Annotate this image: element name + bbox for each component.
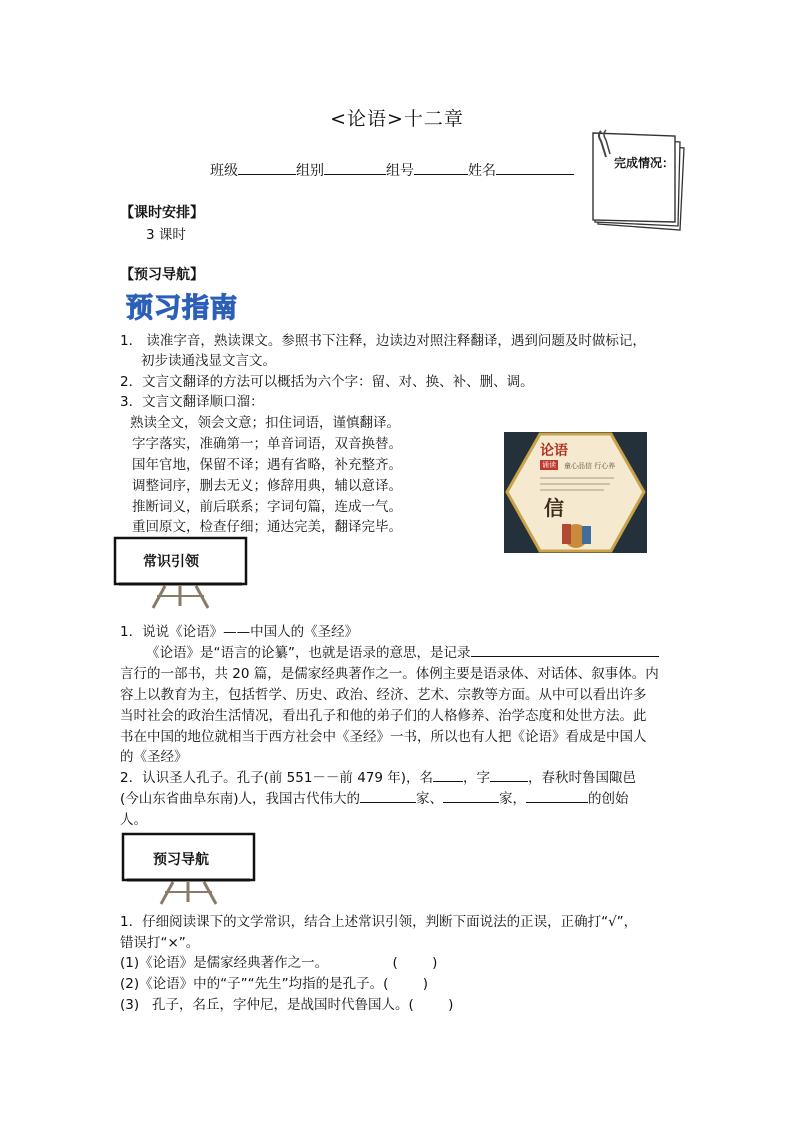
completion-note [588,128,693,233]
knowledge-line: 当时社会的政治生活情况，看出孔子和他的弟子们的人格修养、治学态度和处世方法。此 [120,708,647,724]
group-field[interactable] [324,160,386,175]
name-field[interactable] [496,160,574,175]
answer-blank[interactable] [443,789,499,803]
preview-item-3: 3．文言文翻译顺口溜： [120,394,264,410]
guide-question[interactable]: (3) 孔子，名丘，字仲尼，是战国时代鲁国人。( ) [120,997,454,1013]
number-field[interactable] [414,160,468,175]
easel-board-icon [121,832,256,906]
preview-item-1-cont: 初步读通浅显文言文。 [141,353,276,369]
answer-blank[interactable] [433,768,463,782]
book-subtitle: 童心品信 行心养 [564,462,616,470]
class-label: 班级 [210,163,238,179]
knowledge-line: 的《圣经》 [120,749,188,765]
knowledge-item-2-end: 人。 [120,812,147,828]
schedule-heading: 【课时安排】 [120,205,204,221]
verse-line: 重回原文，检查仔细；通达完美，翻译完毕。 [132,519,402,535]
easel-board-icon [113,536,248,610]
schedule-value: 3 课时 [146,227,186,243]
knowledge-item-1-title: 1．说说《论语》——中国人的《圣经》 [120,624,359,640]
knowledge-line: 言行的一部书，共 20 篇，是儒家经典著作之一。体例主要是语录体、对话体、叙事体。内 [120,666,659,682]
preview-item-1: 1． 读准字音，熟读课文。参照书下注释，边读边对照注释翻译，遇到问题及时做标记， [120,333,646,349]
student-info-line [210,160,574,180]
knowledge-item-2-cont: (今山东省曲阜东南)人，我国古代伟大的 家、 家， 的创始 [120,791,629,807]
answer-blank[interactable] [526,789,588,803]
verse-line: 推断词义，前后联系；字词句篇，连成一气。 [132,499,402,515]
preview-heading: 【预习导航】 [120,267,204,283]
class-field[interactable] [238,160,296,175]
guide-intro: 1．仔细阅读课下的文学常识，结合上述常识引领，判断下面说法的正误，正确打“√”， [120,914,638,930]
guide-question[interactable]: (1)《论语》是儒家经典著作之一。 ( ) [120,955,438,971]
answer-blank[interactable] [360,789,416,803]
completion-label: 完成情况： [614,156,675,170]
group-label: 组别 [296,163,324,179]
number-label: 组号 [386,163,414,179]
knowledge-line: 《论语》是“语言的论纂”，也就是语录的意思，是记录 [146,641,659,661]
preview-item-2: 2．文言文翻译的方法可以概括为六个字：留、对、换、补、删、调。 [120,374,534,390]
book-character: 信 [544,496,564,520]
page-title: <论语>十二章 [330,108,464,130]
name-label: 姓名 [468,163,496,179]
answer-blank[interactable] [471,643,659,657]
answer-blank[interactable] [490,768,528,782]
verse-line: 熟读全文，领会文意；扣住词语，谨慎翻译。 [130,415,400,431]
book-tag: 诵读 [542,461,556,469]
verse-line: 字字落实，准确第一；单音词语，双音换替。 [132,436,402,452]
knowledge-board-label: 常识引领 [143,554,199,570]
guide-question[interactable]: (2)《论语》中的“子”“先生”均指的是孔子。( ) [120,976,428,992]
guide-board [121,832,256,906]
knowledge-item-2: 2．认识圣人孔子。孔子(前 551－－前 479 年)，名 ，字 ，春秋时鲁国陬邑 [120,770,637,786]
book-title: 论语 [540,443,568,459]
lunyu-book-image [504,432,647,553]
paper-stack-icon [588,128,693,233]
verse-line: 调整词序，删去无义；修辞用典，辅以意译。 [132,478,402,494]
preview-guide-banner: 预习指南 [126,293,238,324]
knowledge-board [113,536,248,610]
guide-board-label: 预习导航 [153,852,209,868]
knowledge-line: 容上以教育为主，包括哲学、历史、政治、经济、艺术、宗教等方面。从中可以看出许多 [120,687,647,703]
knowledge-line: 书在中国的地位就相当于西方社会中《圣经》一书，所以也有人把《论语》看成是中国人 [120,729,647,745]
verse-line: 国年官地，保留不译；遇有省略，补充整齐。 [132,457,402,473]
guide-intro-cont: 错误打“×”。 [120,935,200,951]
